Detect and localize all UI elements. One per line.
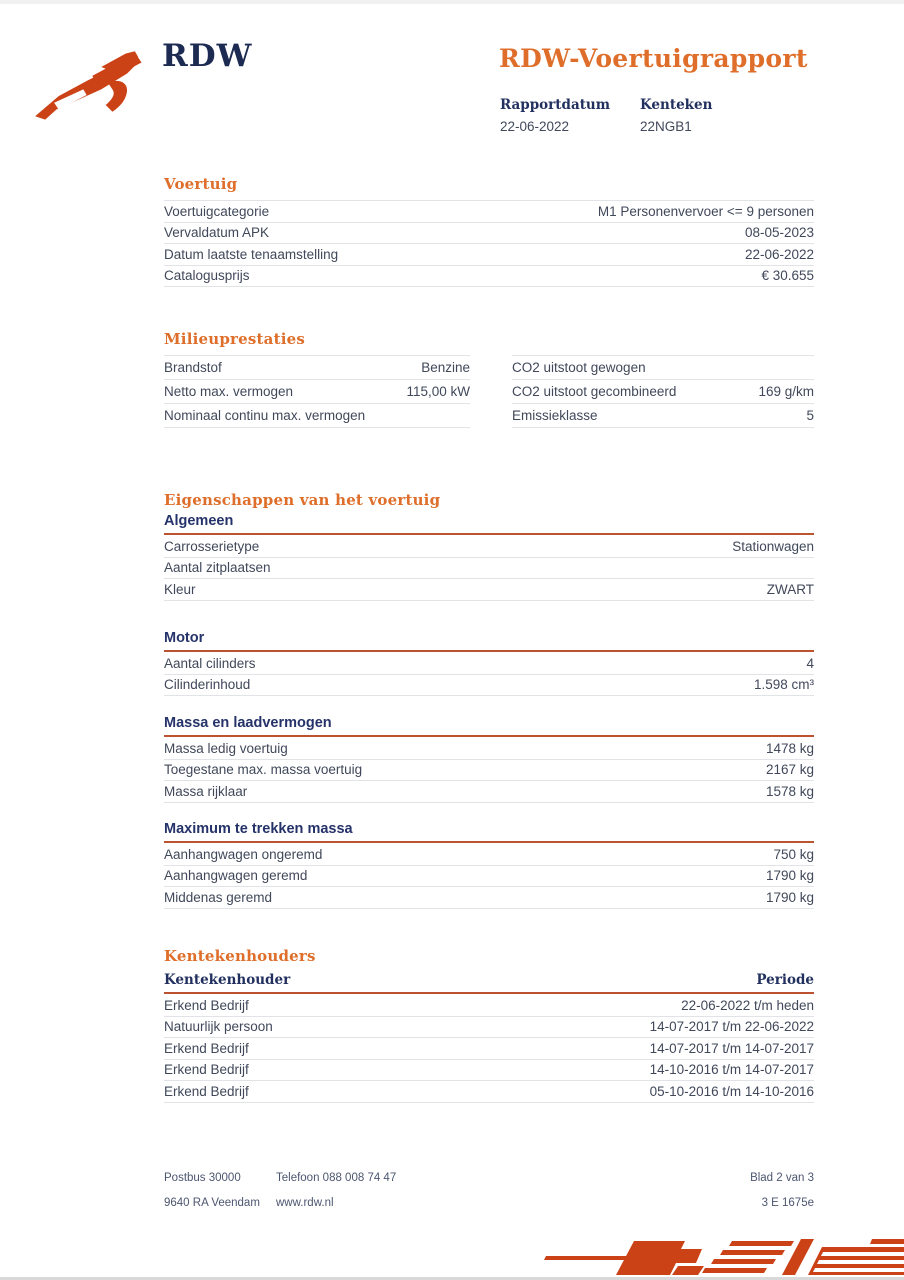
subsection-title: Motor <box>164 630 205 646</box>
kenteken-value: 22NGB1 <box>640 119 692 134</box>
subsection-massa-laadvermogen <box>164 715 814 803</box>
table-row <box>512 380 814 404</box>
period-cell: 22-06-2022 t/m heden <box>681 997 814 1013</box>
period-cell: 14-07-2017 t/m 22-06-2022 <box>649 1019 814 1035</box>
row-value: 169 g/km <box>758 384 814 399</box>
row-label: Voertuigcategorie <box>164 203 270 219</box>
row-value: 750 kg <box>773 846 814 862</box>
table-row <box>164 579 814 601</box>
footer-line-2 <box>164 1197 814 1209</box>
report-date-block <box>500 97 640 134</box>
row-label: CO2 uitstoot gewogen <box>512 360 646 375</box>
row-value: 4 <box>806 655 814 671</box>
row-label: Aantal cilinders <box>164 655 256 671</box>
row-label: Vervaldatum APK <box>164 225 270 241</box>
table-row <box>164 844 814 866</box>
milieu-left-table <box>164 355 470 428</box>
motor-table <box>164 653 814 696</box>
page-top-edge <box>0 0 904 4</box>
table-row <box>164 244 814 266</box>
holder-cell: Erkend Bedrijf <box>164 1062 249 1078</box>
row-value: 1578 kg <box>765 783 814 799</box>
table-row <box>164 866 814 888</box>
section-milieuprestaties <box>164 330 814 428</box>
row-value: 1.598 cm³ <box>753 677 814 693</box>
section-kentekenhouders <box>164 947 814 1103</box>
orange-rule <box>164 735 814 737</box>
holder-cell: Erkend Bedrijf <box>164 1040 249 1056</box>
table-row <box>164 1081 814 1103</box>
row-label: Brandstof <box>164 360 222 375</box>
section-eigenschappen-title <box>164 491 814 509</box>
kenteken-block <box>640 97 712 134</box>
section-title: Milieuprestaties <box>164 330 305 348</box>
row-value: M1 Personenvervoer <= 9 personen <box>597 203 814 219</box>
report-meta <box>500 97 712 134</box>
holder-cell: Erkend Bedrijf <box>164 997 249 1013</box>
milieu-column-gap <box>470 355 512 428</box>
orange-rule <box>164 650 814 652</box>
row-label: Nominaal continu max. vermogen <box>164 408 366 423</box>
orange-rule <box>164 533 814 535</box>
table-row <box>164 760 814 782</box>
footer-page-indicator: Blad 2 van 3 <box>750 1172 814 1184</box>
footer-line-1 <box>164 1172 814 1184</box>
report-date-label: Rapportdatum <box>500 97 611 113</box>
subsection-title: Maximum te trekken massa <box>164 821 353 837</box>
period-cell: 14-10-2016 t/m 14-07-2017 <box>649 1062 814 1078</box>
orange-rule <box>164 841 814 843</box>
holder-cell: Erkend Bedrijf <box>164 1083 249 1099</box>
table-row <box>164 675 814 697</box>
row-value: 1790 kg <box>765 868 814 884</box>
milieu-columns <box>164 355 814 428</box>
row-value: ZWART <box>766 581 814 597</box>
row-label: Carrosserietype <box>164 538 260 554</box>
footer-phone: Telefoon 088 008 74 47 <box>276 1172 397 1184</box>
table-row <box>164 536 814 558</box>
row-label: Netto max. vermogen <box>164 384 294 399</box>
row-label: Aanhangwagen geremd <box>164 868 308 884</box>
speed-stripes-graphic <box>520 1235 904 1277</box>
table-row <box>164 1060 814 1082</box>
milieu-right-table <box>512 355 814 428</box>
row-value: 2167 kg <box>765 762 814 778</box>
massa-table <box>164 738 814 803</box>
brand-wordmark: RDW <box>162 38 253 74</box>
table-row <box>164 738 814 760</box>
table-row <box>164 201 814 223</box>
table-row <box>164 653 814 675</box>
table-row <box>164 781 814 803</box>
row-label: Emissieklasse <box>512 408 598 423</box>
subsection-title: Massa en laadvermogen <box>164 715 332 731</box>
row-label: Aantal zitplaatsen <box>164 560 271 576</box>
kentekenhouders-table <box>164 995 814 1103</box>
row-label: Catalogusprijs <box>164 268 250 284</box>
kenteken-label: Kenteken <box>640 97 713 113</box>
report-date-value: 22-06-2022 <box>500 119 570 134</box>
footer-postbus: Postbus 30000 <box>164 1172 241 1184</box>
table-row <box>512 356 814 380</box>
row-label: Cilinderinhoud <box>164 677 251 693</box>
table-row <box>164 995 814 1017</box>
row-value: € 30.655 <box>761 268 814 284</box>
footer-website: www.rdw.nl <box>276 1197 334 1209</box>
row-value: 1478 kg <box>765 740 814 756</box>
section-title: Voertuig <box>164 175 238 193</box>
orange-rule <box>164 992 814 994</box>
row-value: 08-05-2023 <box>744 225 814 241</box>
table-row <box>164 1038 814 1060</box>
table-row <box>164 404 470 428</box>
period-cell: 14-07-2017 t/m 14-07-2017 <box>649 1040 814 1056</box>
table-row <box>164 1017 814 1039</box>
row-value: 22-06-2022 <box>744 246 814 262</box>
row-label: Massa ledig voertuig <box>164 740 288 756</box>
row-label: Datum laatste tenaamstelling <box>164 246 339 262</box>
period-cell: 05-10-2016 t/m 14-10-2016 <box>649 1083 814 1099</box>
row-label: Toegestane max. massa voertuig <box>164 762 363 778</box>
row-value: 5 <box>806 408 814 423</box>
voertuig-table <box>164 200 814 287</box>
row-value: Benzine <box>421 360 470 375</box>
table-row <box>512 404 814 428</box>
trekken-table <box>164 844 814 909</box>
kentekenhouders-header-row <box>164 972 814 988</box>
section-title: Kentekenhouders <box>164 947 316 965</box>
row-value: Stationwagen <box>732 538 814 554</box>
holder-cell: Natuurlijk persoon <box>164 1019 273 1035</box>
row-value: 1790 kg <box>765 889 814 905</box>
subsection-algemeen <box>164 513 814 601</box>
table-row <box>164 356 470 380</box>
column-header-kentekenhouder: Kentekenhouder <box>164 972 291 988</box>
table-row <box>164 887 814 909</box>
column-header-periode: Periode <box>756 972 814 988</box>
page-title: RDW-Voertuigrapport <box>499 44 808 73</box>
algemeen-table <box>164 536 814 601</box>
section-title: Eigenschappen van het voertuig <box>164 491 441 509</box>
subsection-title: Algemeen <box>164 513 234 529</box>
row-label: CO2 uitstoot gecombineerd <box>512 384 677 399</box>
row-label: Massa rijklaar <box>164 783 248 799</box>
row-label: Aanhangwagen ongeremd <box>164 846 323 862</box>
footer-city: 9640 RA Veendam <box>164 1197 260 1209</box>
table-row <box>164 380 470 404</box>
row-label: Kleur <box>164 581 196 597</box>
subsection-motor <box>164 630 814 696</box>
subsection-maximum-trekken-massa <box>164 821 814 909</box>
row-label: Middenas geremd <box>164 889 273 905</box>
rdw-feather-logo-icon <box>34 48 146 124</box>
footer-doc-code: 3 E 1675e <box>761 1197 814 1209</box>
table-row <box>164 266 814 288</box>
row-value: 115,00 kW <box>406 384 470 399</box>
table-row <box>164 223 814 245</box>
table-row <box>164 558 814 580</box>
section-voertuig <box>164 175 814 287</box>
